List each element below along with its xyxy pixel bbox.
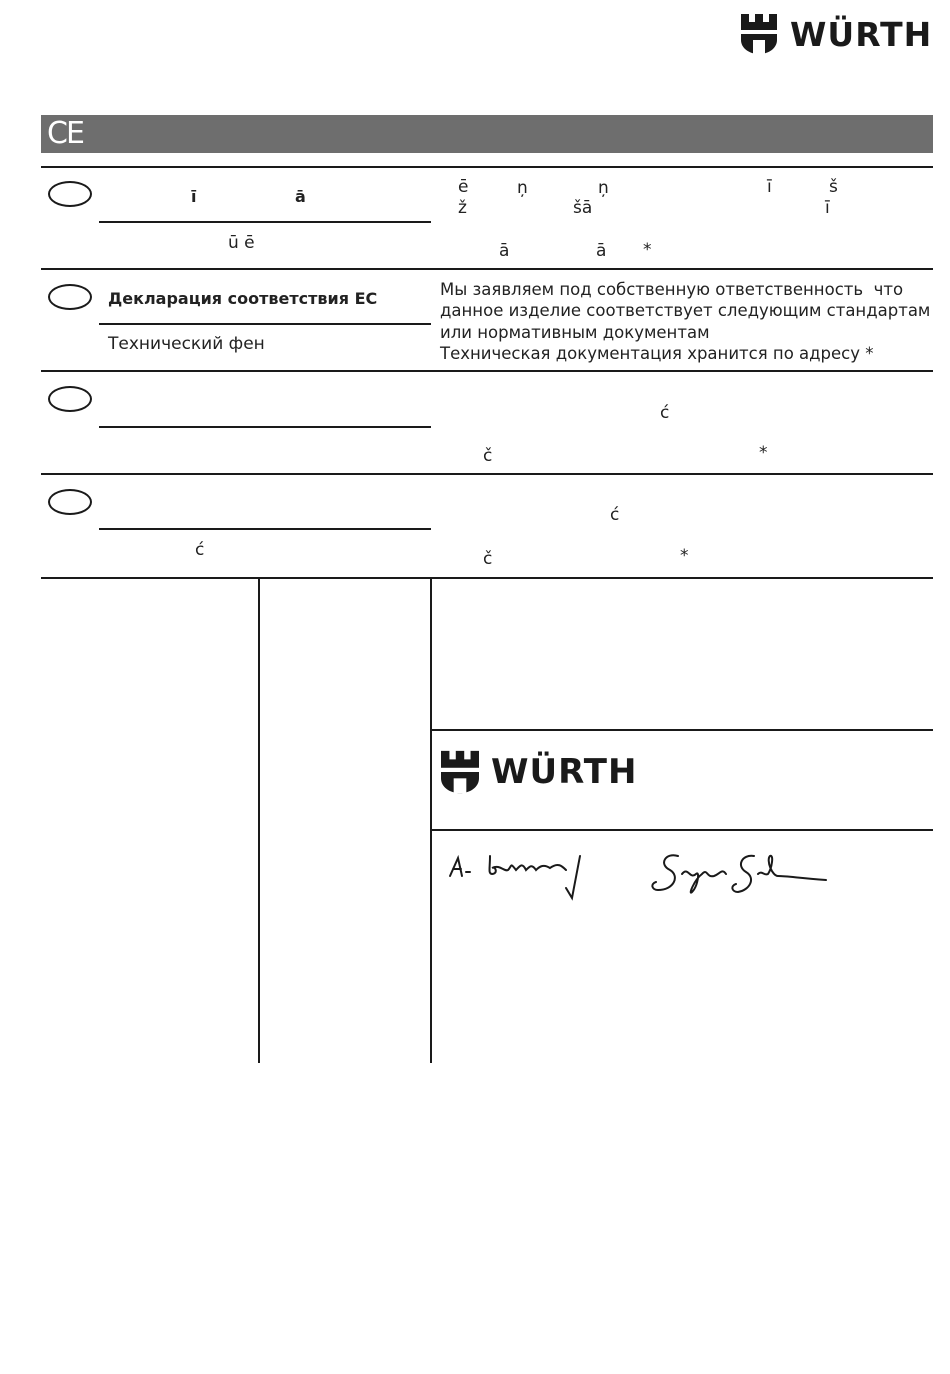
section-1-text-fragment: šā <box>573 198 593 218</box>
divider <box>41 577 933 579</box>
wurth-logo-top <box>741 14 932 54</box>
country-oval <box>48 284 92 310</box>
divider <box>99 426 431 428</box>
section-1-title-fragment: ā <box>295 187 306 206</box>
section-4-text-fragment: * <box>680 546 689 566</box>
section-1-text-fragment: * <box>643 240 652 260</box>
divider <box>432 829 933 831</box>
section-ru-text-line: Мы заявляем под собственную ответственность что <box>440 280 904 299</box>
section-1-text-fragment: ī <box>825 198 830 218</box>
section-1-text-fragment: š <box>829 177 838 197</box>
divider <box>432 729 933 731</box>
divider <box>41 268 933 270</box>
section-3-text-fragment: * <box>759 443 768 463</box>
section-1-text-fragment: ž <box>458 198 467 218</box>
section-1-text-fragment: ņ <box>598 178 609 198</box>
section-ru-text-line: или нормативным документам <box>440 323 710 342</box>
section-1-text-fragment: ā <box>499 241 510 261</box>
divider <box>41 473 933 475</box>
divider <box>258 579 260 1063</box>
ce-banner <box>41 115 933 153</box>
section-ru-product: Технический фен <box>108 334 265 354</box>
section-1-text-fragment: ē <box>458 177 469 197</box>
country-oval <box>48 386 92 412</box>
signature-2 <box>648 846 833 902</box>
section-1-sub-fragment: ū ē <box>228 233 255 253</box>
section-1-text-fragment: ņ <box>517 178 528 198</box>
wurth-emblem-icon <box>741 14 777 54</box>
section-ru-text-line: Техническая документация хранится по адресу * <box>440 344 874 363</box>
section-3-text-fragment: č <box>483 446 493 466</box>
ce-mark-icon: CE <box>47 116 83 151</box>
country-oval <box>48 489 92 515</box>
country-oval <box>48 181 92 207</box>
section-4-text-fragment: ć <box>610 505 620 525</box>
wurth-emblem-icon <box>441 750 479 794</box>
section-4-sub-fragment: ć <box>195 540 205 560</box>
divider <box>99 323 431 325</box>
divider <box>41 370 933 372</box>
section-1-text-fragment: ī <box>767 177 772 197</box>
section-ru-title: Декларация соответствия ЕС <box>108 289 378 308</box>
section-1-title-fragment: ī <box>191 187 197 206</box>
section-ru-text-line: данное изделие соответствует следующим стандартам <box>440 301 931 320</box>
divider <box>430 579 432 1063</box>
divider <box>99 528 431 530</box>
signature-1 <box>446 848 596 904</box>
brand-name: WÜRTH <box>790 14 933 54</box>
section-1-text-fragment: ā <box>596 241 607 261</box>
divider <box>99 221 431 223</box>
wurth-logo-footer <box>441 750 637 794</box>
section-3-text-fragment: ć <box>660 403 670 423</box>
divider <box>41 166 933 168</box>
brand-name: WÜRTH <box>491 752 638 792</box>
section-4-text-fragment: č <box>483 549 493 569</box>
